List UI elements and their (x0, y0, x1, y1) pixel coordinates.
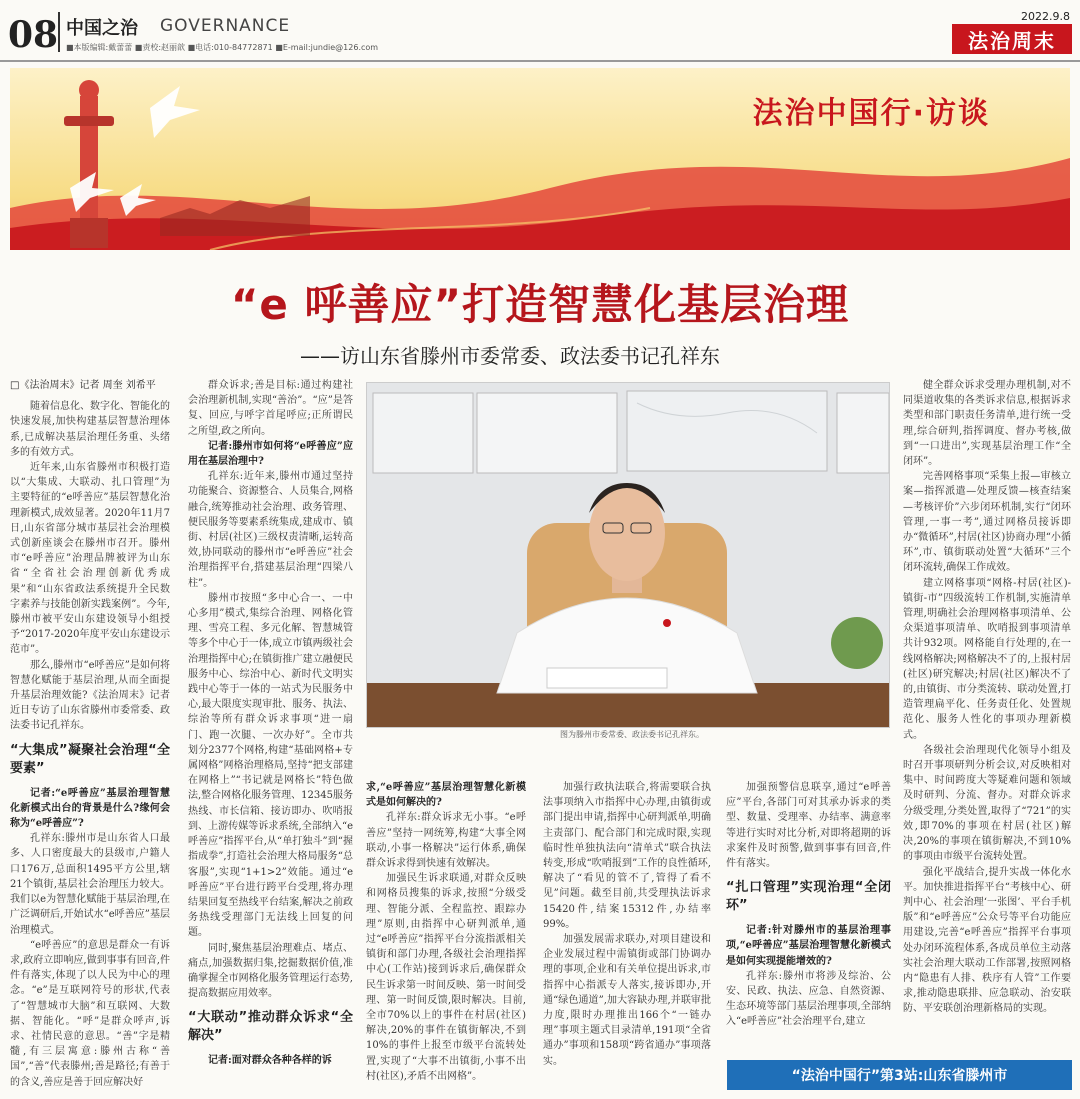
section-subhead: “扎口管理”实现治理“全闭环” (726, 880, 891, 914)
editor-info: ■本版编辑:戴蕾蕾 ■责校:赵丽歆 ■电话:010-84772871 ■E-mail:jundie@126.com (66, 43, 379, 52)
paragraph: 孔祥东:滕州市将涉及综治、公安、民政、执法、应急、自然资源、生态环境等部门基层治理事项,全部纳入“e呼善应”社会治理平台,建立 (726, 970, 891, 1028)
article-subtitle: ——访山东省滕州市委常委、政法委书记孔祥东 (300, 344, 720, 368)
question: 记者:滕州市如何将“e呼善应”应用在基层治理中? (188, 440, 353, 468)
paragraph: 加强预警信息联享,通过“e呼善应”平台,各部门可对其承办诉求的类型、数量、受理率、办结率、满意率等进行实时对比分析,对即将超期的诉求案件及时预警,做到事事有回音,件件有落实。 (726, 782, 891, 870)
page-number: 08 (8, 14, 59, 56)
paragraph: 随着信息化、数字化、智能化的快速发展,加快构建基层智慧治理体系,已成解决基层治理任务重、头绪多的有效方式。 (10, 401, 170, 458)
paragraph: 那么,滕州市“e呼善应”是如何将智慧化赋能于基层治理,从而全面提升基层治理效能?《法治周末》记者近日专访了山东省滕州市委常委、政法委书记孔祥东。 (10, 659, 170, 732)
paragraph: 孔祥东:近年来,滕州市通过坚持功能聚合、资源整合、人员集合,网格融合,统筹推动社会治理、政务管理、便民服务等要素系统集成,建成市、镇街、村居(社区)三级权责清晰,运转高效,协同联动的滕州市“e呼善应”社会治理指挥平台,搭建基层治理“四梁八柱”。 (188, 471, 353, 589)
photo-caption: 图为滕州市委常委、政法委书记孔祥东。 (560, 730, 704, 739)
paragraph: 健全群众诉求受理办理机制,对不同渠道收集的各类诉求信息,根据诉求类型和部门职责任务清单,进行统一受理,综合研判,指挥调度、督办考核,做到“一口进出”,实现基层治理工作“全闭环”。 (903, 380, 1071, 468)
question: 记者:“e呼善应”基层治理智慧化新模式出台的背景是什么?缘何会称为“e呼善应”? (10, 787, 170, 830)
column-3 (366, 780, 526, 1088)
paragraph: 孔祥东:滕州市是山东省人口最多、人口密度最大的县级市,户籍人口176万,总面积1495平方公里,辖21个镇街,基层社会治理压力较大。我们以e为智慧化赋能于基层治理,在广泛调研后,开始试水“e呼善应”基层治理模式。 (10, 833, 170, 936)
paragraph: 加强行政执法联合,将需要联合执法事项纳入市指挥中心办理,由镇街或部门提出申请,指挥中心研判派单,明确主责部门、配合部门和完成时限,实现临时性单独执法向“清单式”联合执法转变,形成“吹哨报到”工作的良性循环,解决了“看见的管不了,管得了看不见”问题。截至目前,共受理执法诉求15420件,结案15312件,办结率99%。 (543, 782, 711, 930)
paragraph: 孔祥东:群众诉求无小事。“e呼善应”坚持一网统筹,构建“大事全网联动,小事一格解决”运行体系,确保群众诉求得到快速有效解决。 (366, 812, 526, 870)
paragraph: 群众诉求;善是目标:通过构建社会治理新机制,实现“善治”。“应”是答复、回应,与呼字首尾呼应;正所谓民之所望,政之所向。 (188, 380, 353, 437)
section-title-cn: 中国之治 (66, 18, 138, 39)
section-title-en: GOVERNANCE (160, 16, 291, 36)
question: 记者:面对群众各种各样的诉 (208, 1055, 332, 1067)
paragraph: 强化平战结合,提升实战一体化水平。加快推进指挥平台“考核中心、研判中心、社会治理‘一张图’、平台手机版”和“e呼善应”公众号等平台功能应用建设,完善“e呼善应”指挥平台事项处办闭环流程体系,各成员单位主动落实社会治理大联动工作部署,按照网格内“隐患有人排、秩序有人管”工作要求,推动隐患联排、应急联动、治安联防、平安联创治理新格局的实现。 (903, 866, 1071, 1015)
paragraph: 各级社会治理现代化领导小组及时召开事项研判分析会议,对反映相对集中、时间跨度大等疑难问题和领域及时研判、分流、督办。对群众诉求分级受理,分类处置,取得了“721”的实效,即70%的事项在村居(社区)解决,20%的事项在镇街解决,不到10%的事项由市级平台流转处置。 (903, 744, 1071, 863)
interview-photo (366, 382, 890, 728)
masthead-logo: 法治周末 (952, 24, 1072, 54)
question: 求,“e呼善应”基层治理智慧化新模式是如何解决的? (366, 782, 526, 809)
issue-date: 2022.9.8 (1021, 10, 1070, 23)
banner-title: 法治中国行·访谈 (752, 96, 990, 131)
paragraph: 加强民生诉求联通,对群众反映和网格员搜集的诉求,按照“分级受理、智能分派、全程监控、跟踪办理”原则,由指挥中心研判派单,通过“e呼善应”指挥平台分流指派相关镇街和部门办理,各级社会治理指挥中心(工作站)接到诉求后,确保群众民生诉求第一时间反映、第一时间受理、第一时间反馈,限时解决。目前,全市70%以上的事件在村居(社区)解决,20%的事件在镇街解决,不到10%的事件上报至市级平台流转处置,实现了“大事不出镇街,小事不出村(社区),矛盾不出网格”。 (366, 873, 526, 1082)
paragraph: 同时,聚焦基层治理难点、堵点、痛点,加强数据归集,挖掘数据价值,准确掌握全市网格化服务管理运行态势,提高数据应用效率。 (188, 942, 353, 1000)
paragraph: “e呼善应”的意思是群众一有诉求,政府立即响应,做到事事有回音,件件有落实,体现了以人民为中心的理念。“e”是互联网符号的形状,代表了“智慧城市大脑”和互联网、大数据、智能化。“呼”是群众呼声,诉求、社情民意的意思。“善”字是精髓,有三层寓意:滕州古称“善国”,“善”代表滕州;善是路径;有善于的含义,善应是善于回应解决好 (10, 939, 170, 1088)
section-subhead: “大联动”推动群众诉求“全解决” (188, 1010, 353, 1044)
huabiao-icon (64, 80, 114, 248)
column-6 (903, 378, 1071, 1050)
paragraph: 加强发展需求联办,对项目建设和企业发展过程中需镇街或部门协调办理的事项,企业和有关单位提出诉求,市指挥中心指派专人落实,接诉即办,开通“绿色通道”,加大容缺办理,并联审批力度,限时办理推出166个“一链办理”事项主题式目录清单,191项“全省通办”事项和158项“跨省通办”事项落实。 (543, 934, 711, 1067)
paragraph: 完善网格事项“采集上报—审核立案—指挥派遣—处理反馈—核查结案—考核评价”六步闭环机制,实行“闭环管理,一事一考”,通过网格员接诉即办“微循环”,村居(社区)协商办理“小循环”,市、镇街联动处置“大循环”三个闭环流转,确保工作成效。 (903, 471, 1071, 574)
header-divider (58, 12, 60, 52)
question: 记者:针对滕州市的基层治理事项,“e呼善应”基层治理智慧化新模式是如何实现提能增效的? (726, 925, 891, 967)
article-title: “e 呼善应”打造智慧化基层治理 (230, 280, 850, 329)
byline: □《法治周末》记者 周奎 刘希平 (10, 380, 156, 391)
column-2 (188, 378, 353, 1088)
header-rule (0, 60, 1080, 62)
section-subhead: “大集成”凝聚社会治理“全要素” (10, 742, 170, 776)
series-footer-banner: “法治中国行”第3站:山东省滕州市 (727, 1060, 1072, 1090)
column-4 (543, 780, 711, 1088)
paragraph: 近年来,山东省滕州市积极打造以“大集成、大联动、扎口管理”为主要特征的“e呼善应”基层智慧化治理新模式,成效显著。2020年11月7日,山东省部分城市基层社会治理模式创新座谈会在滕州市召开。滕州市“e呼善应”治理品牌被评为山东省“全省社会治理创新优秀成果”和“山东省政法系统提升全民数字素养与技能创新实践案例”。今年,滕州市被平安山东建设领导小组授予“2017-2020年度平安山东建设示范市”。 (10, 462, 170, 656)
paragraph: 建立网格事项“网格-村居(社区)-镇街-市”四级流转工作机制,实施清单管理,明确社会治理网格事项清单、公众渠道事项清单、吹哨报到事项清单共计932项。网格能自行处理的,在一线网格解决;网格解决不了的,上报村居(社区)研究解决;村居(社区)解决不了的,由镇街、市分类流转、联动处置,打造管理扁平化、任务责任化、处置规范化、服务人性化的事项办理新模式。 (903, 577, 1071, 741)
column-5 (726, 780, 891, 1088)
paragraph: 滕州市按照“多中心合一、一中心多用”模式,集综合治理、网格化管理、雪亮工程、多元化解、智慧城管等多个中心于一体,成立市镇两级社会治理指挥中心;在镇街推广建立融便民服务中心、综治中心、新时代文明实践中心等于一体的一站式为民服务中心,最大限度实现审批、服务、执法、综治等所有群众诉求事项“进一扇门、跑一次腿、一次办好”。全市共划分2377个网格,构建“基础网格+专属网格”网格治理格局,坚持“把支部建在网格上”“书记就是网格长”特色做法,整合网格化服务管理、12345服务热线、市长信箱、接访即办、吹哨报到、上游传媒等诉求系统,全部纳入“e呼善应”指挥平台,从“单打独斗”到“握指成拳”,打造社会治理大格局服务“总客服”,实现“1+1>2”效能。通过“e呼善应”平台进行跨平台受理,将办理结果回复至热线平台结案,解决之前政务热线受理部门无法线上回复的问题。 (188, 592, 353, 939)
column-1 (10, 378, 170, 1088)
